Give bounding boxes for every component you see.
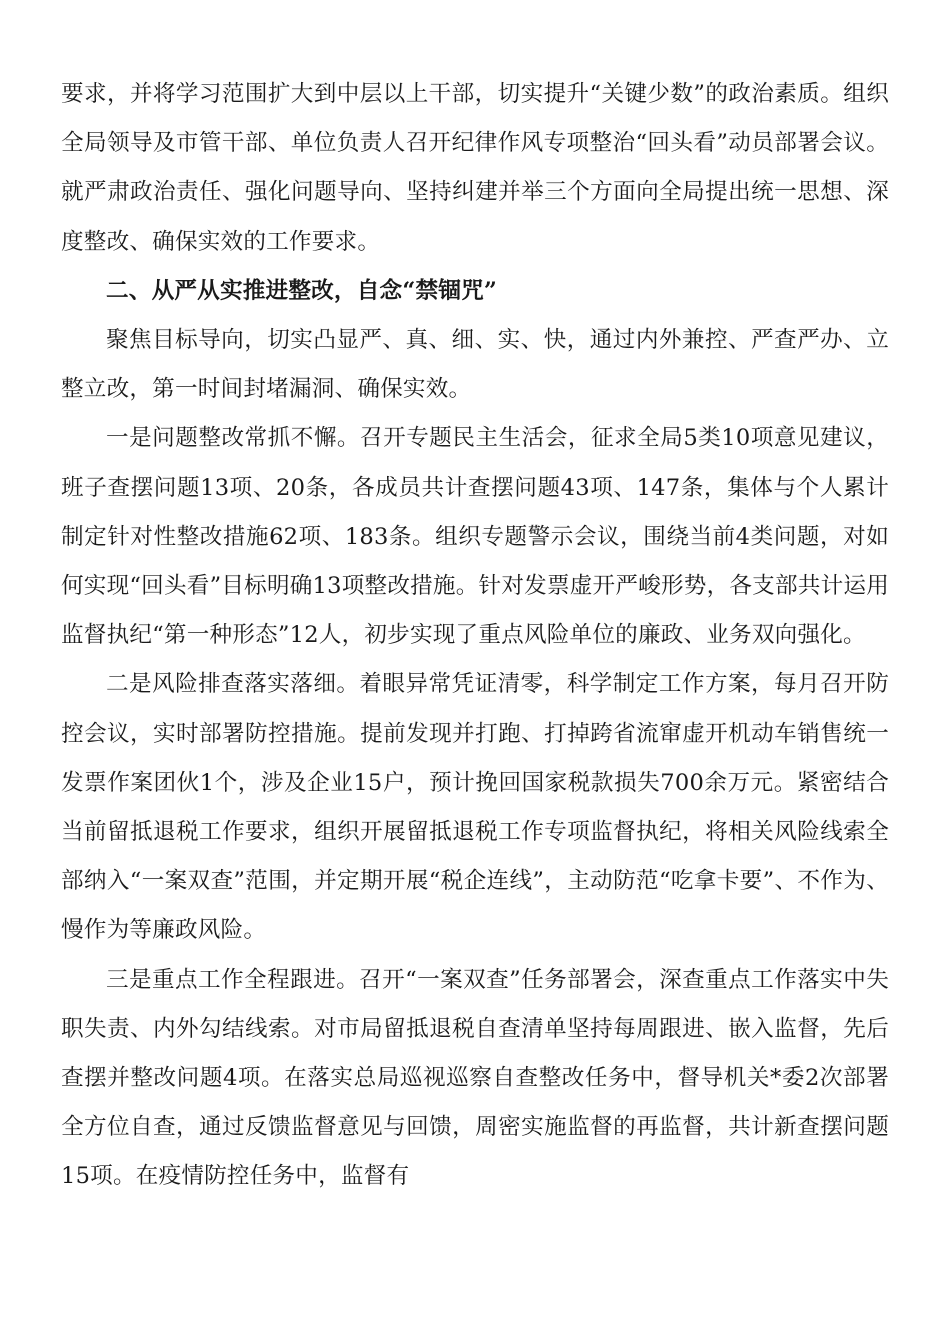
paragraph-continuation: 要求，并将学习范围扩大到中层以上干部，切实提升“关键少数”的政治素质。组织全局领导及市管干部、单位负责人召开纪律作风专项整治“回头看”动员部署会议。就严肃政治责任、强化问题导向、坚持纠建并举三个方面向全局提出统一思想、深度整改、确保实效的工作要求。: [61, 81, 889, 255]
paragraph-intro: 聚焦目标导向，切实凸显严、真、细、实、快，通过内外兼控、严查严办、立整立改，第一时间封堵漏洞、确保实效。: [61, 327, 889, 403]
section-heading: 二、从严从实推进整改，自念“禁锢咒”: [106, 277, 498, 304]
document-page: [61, 70, 889, 1202]
paragraph-item-two: 二是风险排查落实落细。着眼异常凭证清零，科学制定工作方案，每月召开防控会议，实时部署防控措施。提前发现并打跑、打掉跨省流窜虚开机动车销售统一发票作案团伙1个，涉及企业15户，预计挽回国家税款损失700余万元。紧密结合当前留抵退税工作要求，组织开展留抵退税工作专项监督执纪，将相关风险线索全部纳入“一案双查”范围，并定期开展“税企连线”，主动防范“吃拿卡要”、不作为、慢作为等廉政风险。: [61, 671, 889, 944]
paragraph-item-one: 一是问题整改常抓不懈。召开专题民主生活会，征求全局5类10项意见建议，班子查摆问题13项、20条，各成员共计查摆问题43项、147条，集体与个人累计制定针对性整改措施62项、183条。组织专题警示会议，围绕当前4类问题，对如何实现“回头看”目标明确13项整改措施。针对发票虚开严峻形势，各支部共计运用监督执纪“第一种形态”12人，初步实现了重点风险单位的廉政、业务双向强化。: [61, 425, 889, 649]
paragraph-item-three: 三是重点工作全程跟进。召开“一案双查”任务部署会，深查重点工作落实中失职失责、内外勾结线索。对市局留抵退税自查清单坚持每周跟进、嵌入监督，先后查摆并整改问题4项。在落实总局巡视巡察自查整改任务中，督导机关*委2次部署全方位自查，通过反馈监督意见与回馈，周密实施监督的再监督，共计新查摆问题15项。在疫情防控任务中，监督有: [61, 966, 889, 1190]
